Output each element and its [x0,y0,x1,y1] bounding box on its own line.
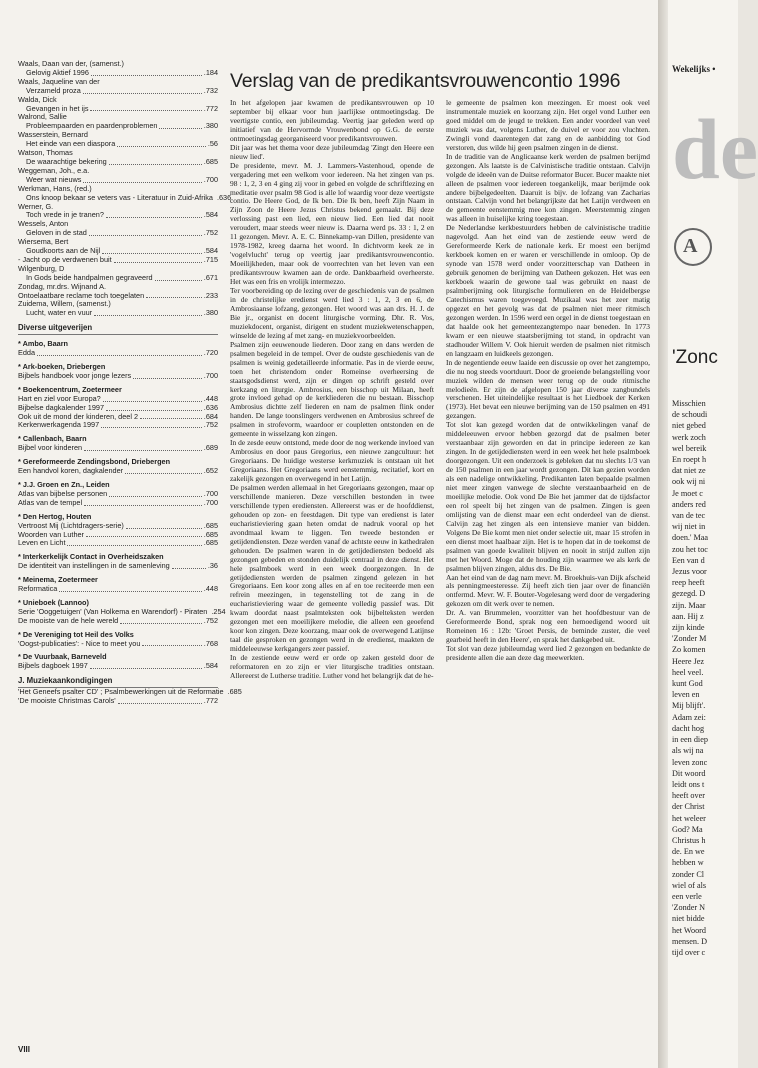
facing-page-line: wiel of als [672,880,707,890]
facing-page-line: zijn. Maar [672,600,706,610]
facing-page-line: van de tec [672,511,706,521]
index-section-heading: Diverse uitgeverijen [18,324,218,335]
index-page: .56 [207,139,218,149]
index-page: .772 [203,696,218,706]
index-title: Ons knoop bekaar se veters vas - Literatuur in Zuid-Afrika [26,192,213,202]
facing-page-line: wij niet in [672,522,706,532]
index-leader [146,292,202,299]
index-title: Bijbels dagboek 1997 [18,661,88,671]
index-leader [67,539,201,546]
index-author: Wasserstein, Bernard [18,130,88,140]
index-title: Toch vrede in je tranen? [26,210,104,220]
index-page: .700 [203,497,218,507]
index-leader [133,372,202,379]
facing-page-line: in een diep [672,735,708,745]
facing-page-line: zijn kinde [672,623,705,633]
index-leader [59,585,201,592]
facing-page-line: doen.' Maa [672,533,709,543]
facing-page-title: 'Zonc [672,347,718,368]
index-author: Wilgenburg, D [18,263,65,273]
facing-page-line: dacht hog [672,723,705,733]
article-paragraph: In het afgelopen jaar kwamen de predikantsvrouwen op 10 september bij elkaar voor hun jaarlijkse ontmoetingsdag. De veertigste contio, een jubileumdag. Veertig jaar geleden werd op initiatief van de Hervormde Vrouwenbond op G.G. de eerste ontmoetingsdag georganiseerd voor predikantsvrouwen. [230,98,434,143]
article [230,70,650,681]
book-index [18,59,242,706]
facing-page-line: ook wij ni [672,477,706,487]
index-leader [155,274,202,281]
facing-page-line: Je moet c [672,488,703,498]
facing-page-line: En roept h [672,455,707,465]
index-page: .636 [216,192,232,202]
index-title: Ook uit de mond der kinderen, deel 2 [18,411,139,421]
index-page: .584 [203,246,218,256]
index-title: Lucht, water en vuur [26,308,93,318]
index-page: .584 [203,210,218,220]
index-page: .685 [203,529,218,539]
index-title: Vertroost Mij (Lichtdragers-serie) [18,520,124,530]
index-title: Gelovig Aktief 1996 [26,67,89,77]
index-page: .254 [211,606,226,616]
index-page: .636 [203,402,218,412]
facing-page-line: leidt ons t [672,779,705,789]
article-paragraph: De presidente, mevr. M. J. Lammers-Vastenhoud, opende de vergadering met een welkom voor iedereen. Na het zingen van ps. 98 : 1, 2, 3 en 4 ging zij voor in gebed en volgde de schriftlezing en meditatie over psalm 98 God is alle lof waardig voor deze veertigste contio. De Heere God, de Ik ben. Die Ik ben, heeft Zijn Naam in Zijn Zoon de Heere Jezus Christus bekend gemaakt. Bij deze verlossing past een lied, een nieuw lied. Een lied dat nooit veroudert, maar steeds weer nieuw is. Daarna werd ps. 33 : 1, 2 en 11 gezongen. Mevr. A. E. C. Binnekamp-van Dillen, presidente van 1978-1982, kreeg daarna het woord. In dichtvorm keek ze in 'vogelvlucht' terug op veertig jaar predikantsvrouwencontio. Moeilijkheden, maar ook de voorrechten van het leven van een predikantsvrouw kwamen aan de orde. Dankbaarheid overheerste. Het was een fris en vrolijk intermezzo. [230,160,434,287]
publisher-name: * De Vuurbaak, Barneveld [18,652,107,662]
article-paragraph: Psalmen zijn eeuwenoude liederen. Door zang en dans werden de psalmen begeleid in de tempel. Over de oudste geschiedenis van de psalmen is weinig gedetailleerde informatie. Pas in de vierde eeuw, toen het christendom onder Romeinse overheersing de staatsgodsdienst werd, zijn er dingen op schrift gesteld over kerkzang en liturgie. Ambrosius, een bisschop uit Milaan, heeft grote invloed gehad op de kerkliederen die nu bestaan. Bisschop Ambrosius dichtte zelf liederen en nam de psalmen flink onder handen. De lange toonslingers verdwenen en Ambrosius schreef de psalmen in strofevorm, waardoor er coupletten ontstonden en de gemeente in wisselzang kon zingen. [230,339,434,439]
index-leader [84,499,202,506]
facing-page-line: der Christ [672,802,705,812]
index-line [18,697,218,706]
index-author: Zuidema, Willem, (samenst.) [18,299,111,309]
index-leader [114,256,202,263]
index-page: .184 [203,67,218,77]
index-title: Zondag, mr.drs. Wijnand A. [18,281,107,291]
facing-page-line: Jezus voor [672,567,707,577]
index-page: .36 [207,561,218,571]
publisher-name: * Den Hertog, Houten [18,511,92,521]
index-title: Bijbelse dagkalender 1997 [18,402,105,412]
article-paragraph: De psalmen werden allemaal in het Gregoriaans gezongen, maar op verschillende manieren. Deze verschillen bestonden in twee verschillende typen erediensten. Allereerst was er de hoofddienst, gehouden op zon- en feestdagen. Dit type van eredienst is later eucharistieviering gaan heten omdat de nadruk vooral op het avondmaal kwam te liggen. Ten tweede bestonden er getijdendiensten. Deze werden vanaf de achtste eeuw in kathedralen gehouden. De psalmen waren in de getijdediensten bedoeld als gezongen gebeden en stonden duidelijk centraal in deze dienst. Het hele psalmboek werd in een week doorgezongen. In de getijdediensten werden de psalmen zingend gelezen in het Gregoriaans. Een koor zong alles en af en toe reciteerde men een refrein meezingen, in tegenstelling tot de zang in de eucharistieviering waar de gemeente volledig passief was. Dit kwam doordat naast psalmteksten ook bijbelteksten werden gezongen met een moeilijkere melodie, die alleen een geoefend koor kon zingen. Deze koorzang, maar ook de overwegend Latijnse taal die gesproken en gezongen werd in de eredienst, maakten de middeleeuwse kerkgangers zeer passief. [230,482,434,654]
publisher-name: * Interkerkelijk Contact in Overheidszaken [18,552,164,562]
facing-page-line: anders red [672,499,706,509]
facing-page-line: het weleer [672,813,706,823]
index-title: - Jacht op de verdwenen buit [18,254,112,264]
article-paragraph: In de traditie van de Anglicaanse kerk werden de psalmen berijmd gezongen. Als laatste is de Calvinistische traditie ontstaan. Calvijn volgde de ideeën van de Duitse reformator Bucer. Bucer maakte niet alleen de psalmen voor iedereen toegankelijk, maar berijmde ook andere bijbelgedeelten. Daaruit is bijv. de lofzang van Zacharias ontstaan. Calvijn vond het belangrijkste dat het Latijn verdween en de gemeente eenstemmig mee kon zingen. Meerstemmig zingen was alleen in huiselijke kring toegestaan. [446,151,650,224]
index-leader [106,404,202,411]
index-author: Walda, Dick [18,94,57,104]
index-title: 'De mooiste Christmas Carols' [18,696,116,706]
facing-page [668,0,758,1068]
index-title: Edda [18,348,36,358]
index-leader [83,176,201,183]
publisher-name: * De Vereniging tot Heil des Volks [18,629,134,639]
facing-page-line: reep heeft [672,578,705,588]
article-paragraph: Dr. A. van Brummelen, voorzitter van het hoofdbestuur van de Gereformeerde Bond, sprak nog een hemoedigend woord uit Romeinen 16 : 12b: 'Groet Persis, de beminde zuster, die veel gearbeid heeft in den Heere', en sprak het dankgebed uit. [446,608,650,645]
index-line [18,467,218,476]
index-author: Werkman, Hans, (red.) [18,183,92,193]
facing-page-text [672,398,742,958]
index-page: .732 [203,85,218,95]
index-line [18,309,218,318]
index-title: Goudkoorts aan de Nijl [26,246,101,256]
article-paragraph: Aan het eind van de dag nam mevr. M. Broekhuis-van Dijk afscheid als penningmeesteresse. Zij heeft zich tien jaar over de financiën ontfermd. Mevr. W. F. Bouter-Vogelesang werd door de vergadering gekozen om dit werk over te nemen. [446,572,650,609]
index-title: Geloven in de stad [26,228,87,238]
facing-page-masthead: de [672,101,758,197]
index-title: Verzameld proza [26,85,81,95]
index-leader [91,69,202,76]
index-leader [102,247,202,254]
index-leader [90,105,201,112]
index-title: Leven en Licht [18,538,66,548]
index-leader [109,158,202,165]
facing-page-line: God? Ma [672,824,703,834]
index-title: De waarachtige bekering [26,156,107,166]
article-paragraph: In de zestiende eeuw werd er orde op zaken gesteld door de reformatoren en zo zijn er vier liturgische tradities ontstaan. Allereerst de Lutherse traditie. Luther vond het belangrijk dat de he- [230,653,434,680]
book-spine [658,0,668,1068]
index-title: Kerkenwerkagenda 1997 [18,420,100,430]
facing-page-line: Een van d [672,555,705,565]
index-title: Serie 'Ooggetuigen' (Van Holkema en Warendorf) - Piraten [18,606,208,616]
index-page: .684 [203,411,218,421]
index-title: De identiteit van instellingen in de samenleving [18,561,170,571]
index-title: Ontoelaatbare reclame toch toegelaten [18,290,145,300]
facing-page-header: Wekelijks • [672,64,716,74]
publisher-name: * Boekencentrum, Zoetermeer [18,384,122,394]
article-paragraph: Dit jaar was het thema voor deze jubileumdag 'Zingt den Heere een nieuw lied'. [230,142,434,161]
index-author: Watson, Thomas [18,148,73,158]
index-title: Atlas van de tempel [18,497,83,507]
index-title: 'Het Geneefs psalter CD' ; Psalmbewerkingen uit de Reformatie [18,687,224,697]
index-page: .233 [203,290,218,300]
index-line [18,499,218,508]
index-title: Woorden van Luther [18,529,84,539]
index-page: .685 [227,687,242,697]
index-leader [94,309,202,316]
publisher-name: * Unieboek (Lannoo) [18,597,89,607]
index-page: .700 [203,370,218,380]
index-line [18,585,218,594]
index-page: .700 [203,174,218,184]
facing-page-line: Dit woord [672,768,706,778]
publisher-name: * Callenbach, Baarn [18,434,87,444]
article-paragraph: De Nederlandse kerkbestuurders hebben de calvinistische traditie nagevolgd. Aan het eind van de zestiende eeuw werd de Gereformeerde Kerk de nationale kerk. Er moest een berijmd kerkboek komen en er waren er verschillende in omloop. Op de synode van 1578 werd onder voorzitterschap van Datheen in gebruik genomen de berijming van Datheen gekozen. Het was een kerkboek waarin de gewone taal was gebruikt en naast de psalmberijming ook liturgische formulieren en de Heidelbergse Catechismus waren toegevoegd. Muzikaal was het zeer matig opgezet en het gevolg was dat de psalmen niet meer ritmisch gezongen werden. In 1596 werd een orgel in de dienst toegestaan en dat haalde ook het gemeentezangtempo naar beneden. In 1773 kwam er een nieuwe staatsberijming tot stand, in opdracht van stadhouder Willem V. Ook hieruit werden de psalmen niet ritmisch en langzaam en luidkeels gezongen. [446,223,650,358]
index-title: De mooiste van de hele wereld [18,615,119,625]
article-paragraph: In de negentiende eeuw laaide een discussie op over het zangtempo, die nu nog steeds voortduurt. Door de groeiende belangstelling voor muziek wilden de mensen weer terug op de oude ritmische melodieën. Er zijn de afgelopen 150 jaar diverse zangbundels verschenen. Het uiteindelijke resultaat is het Liedboek der Kerken (1973). Het bevat een nieuwe berijming van de 150 psalmen en 491 gezangen. [446,357,650,421]
index-leader [109,490,202,497]
index-author: Wiersema, Bert [18,237,69,247]
index-title: Atlas van bijbelse personen [18,488,108,498]
index-page: .380 [203,121,218,131]
facing-page-line: Mij blijft'. [672,701,706,711]
facing-page-line: leven zonc [672,757,708,767]
facing-page-line: niet bidde [672,914,705,924]
facing-page-line: Zo komen [672,645,706,655]
index-leader [125,467,202,474]
index-page: .700 [203,488,218,498]
index-page: .752 [203,420,218,430]
index-leader [172,562,206,569]
facing-page-line: het Woord [672,925,706,935]
facing-page-line: mensen. D [672,936,708,946]
facing-page-line: heel veel. [672,667,704,677]
index-title: Een handvol koren, dagkalender [18,466,124,476]
index-leader [106,211,202,218]
index-line [18,640,218,649]
index-line [18,662,218,671]
index-leader [159,122,201,129]
facing-page-line: heeft over [672,791,705,801]
index-author: Weggeman, Joh., e.a. [18,165,90,175]
index-title: In Gods beide handpalmen gegraveerd [26,272,153,282]
index-title: Bijbels handboek voor jonge lezers [18,370,132,380]
facing-page-line: hebben w [672,858,704,868]
index-page: .720 [203,348,218,358]
facing-page-line: een verle [672,891,702,901]
index-title: 'Oogst-publicaties': - Nice to meet you [18,638,141,648]
index-page: .689 [203,443,218,453]
facing-page-line: tijd over c [672,947,706,957]
index-page: .772 [203,103,218,113]
facing-page-line: Heere Jez [672,656,705,666]
index-page: .768 [203,638,218,648]
facing-page-line: als wij na [672,746,704,756]
index-line [18,539,218,548]
facing-page-line: 'Zonder N [672,903,706,913]
index-leader [83,87,202,94]
index-page: .685 [203,156,218,166]
index-author: Wessels, Anton [18,219,69,229]
index-section-heading: J. Muziekaankondigingen [18,677,218,688]
index-leader [142,640,201,647]
index-author: Waals, Jaqueline van der [18,76,100,86]
article-paragraph: Tot slot van deze jubileumdag werd lied 2 gezongen en bedankte de presidente allen die aan deze dag meewerkten. [446,644,650,663]
article-title: Verslag van de predikantsvrouwencontio 1996 [230,70,621,92]
index-page: .685 [203,538,218,548]
facing-page-line: kunt God [672,679,703,689]
index-leader [84,444,202,451]
facing-page-line: Misschien [672,399,706,408]
index-leader [126,522,202,529]
article-column-2 [446,99,650,681]
index-title: Bijbel voor kinderen [18,443,83,453]
facing-page-line: de schoudi [672,410,708,420]
index-leader [120,617,202,624]
facing-page-line: zonder Cl [672,869,705,879]
index-page: .380 [203,308,218,318]
article-column-1 [230,99,434,681]
index-leader [37,349,202,356]
facing-page-line: dat niet ze [672,466,706,476]
index-line [18,562,218,571]
article-paragraph: In de zesde eeuw ontstond, mede door de nog werkende invloed van Ambrosius en door paus Gregorius, een nieuwe zangcultuur: het Gregoriaans. De huidige westerse kerkmuziek is ontstaan uit het Gregoriaans. Het Gregoriaans werd eenstemmig, recitatief, kort en zakelijk gezongen en overwegend in het Latijn. [230,438,434,484]
facing-page-line: wel bereik [672,443,707,453]
index-line [18,372,218,381]
index-leader [103,395,202,402]
index-page: .752 [203,228,218,238]
index-author: Werner, G. [18,201,54,211]
index-leader [101,421,202,428]
facing-page-line: de. En we [672,847,705,857]
facing-page-line: werk zoch [672,432,706,442]
publisher-name: * Meinema, Zoetermeer [18,575,98,585]
index-leader [140,413,202,420]
index-line [18,444,218,453]
index-page: .448 [203,584,218,594]
index-line [18,617,218,626]
publisher-name: * Ambo, Baarn [18,339,69,349]
index-page: .584 [203,661,218,671]
facing-page-line: zou het toc [672,544,708,554]
page-number: VIII [18,1045,31,1054]
index-leader [117,140,206,147]
index-author: Walrond, Sallie [18,112,67,122]
index-page: .671 [203,272,218,282]
article-paragraph: Tot slot kan gezegd worden dat de ontwikkelingen vanaf de middeleeuwen ervoor hebben gezorgd dat de psalmen beter verstaanbaar zijn geworden en dat in principe iedereen ze kan zingen. In de getijdediensten werd in een week het hele psalmboek doorgezongen. Uit een onderzoek is gebleken dat nu slechts 1/3 van de 150 psalmen in een jaar wordt gezongen. Dit kan gezien worden als een nadelige ontwikkeling. Predikanten laten bepaalde psalmen niet meer zingen vanwege de slechte verstaanbaarheid en de moeilijke melodie. Ook vond De Bie het jammer dat de tijdsfactor een rol speelt bij het zingen van de psalmen. Zingen is geen omlijsting van de dienst maar een echt onderdeel van de dienst. Calvijn zag het zingen als een intensieve manier van bidden. Volgens De Bie komt men niet onder selectie uit, maar 15 strofen in een dienst moet haalbaar zijn. Het is te hopen dat in de toekomst de psalmen van goede kwaliteit blijven en nooit in strijd zullen zijn met het Woord. Moge dat de houding zijn waarmee we als kerk de psalmen blijven zingen, aldus drs. De Bie. [446,420,650,573]
index-title: Het einde van een diaspora [26,139,116,149]
index-leader [89,229,202,236]
index-page: .752 [203,615,218,625]
index-title: Probleempaarden en paardenproblemen [26,121,158,131]
index-page: .685 [203,520,218,530]
article-paragraph: le gemeente de psalmen kon meezingen. Er moest ook veel instrumentale muziek en koorzang zijn. Het orgel vond Luther een goed middel om de jeugd te trekken. Een ander voordeel van veel muziek was dat, volgens Luther, de duivel er voor zou vluchten. Zwingli vond daarentegen dat zang en de aanbidding tot God verstoren, dus wilde hij geen psalmen zingen in de dienst. [446,98,650,152]
facing-page-line: gezegd. D [672,589,706,599]
index-line [18,349,218,358]
publisher-name: * Ark-boeken, Driebergen [18,362,106,371]
index-leader [90,662,202,669]
article-paragraph: Ter voorbereiding op de lezing over de geschiedenis van de psalmen in de christelijke eredienst werd lied 3 : 1, 2, 3 en 6, de Ambrosiaanse lofzang, gezongen. Het woord was aan drs. H. J. de Bie jr., organist en docent liturgische vorming. Dhr. R. Vos, muziekdocent, organist, dirigent en student muziekwetenschappen, winselde de lezing af met zang- en muziekvoorbeelden. [230,286,434,340]
logo-icon: A [674,228,712,266]
index-author: Waals, Daan van der, (samenst.) [18,59,124,68]
publisher-name: * Gereformeerde Zendingsbond, Driebergen [18,457,171,467]
index-page: .715 [203,254,218,264]
facing-page-line: leven en [672,690,700,700]
index-leader [118,697,202,704]
facing-page-line: niet gebed [672,421,706,431]
index-page: .652 [203,466,218,476]
facing-page-line: aan. Hij z [672,611,704,621]
index-title: Weer wat nieuws [26,174,82,184]
index-page: .448 [203,393,218,403]
publisher-name: * J.J. Groen en Zn., Leiden [18,479,110,489]
index-title: Hart en ziel voor Europa? [18,393,101,403]
facing-page-line: 'Zonder M [672,634,707,644]
index-title: Gevangen in het ijs [26,103,89,113]
index-leader [86,531,202,538]
index-title: Reformatica [18,584,58,594]
facing-page-line: Christus h [672,835,706,845]
index-line [18,421,218,430]
facing-page-line: Adam zei: [672,712,706,722]
